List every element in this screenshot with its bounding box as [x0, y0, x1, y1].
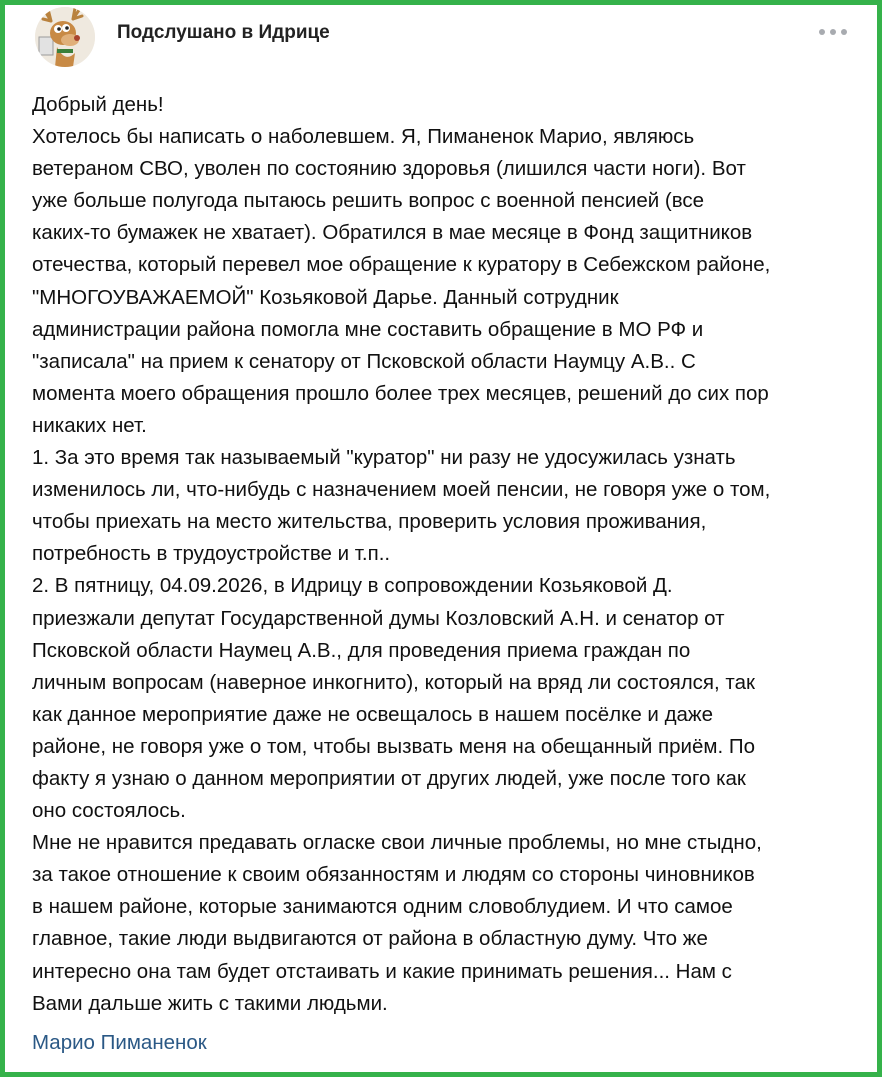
- more-horizontal-icon: [841, 29, 847, 35]
- clipped-content-edge: [32, 1071, 272, 1077]
- post-text-line: администрации района помогла мне составить обращение в МО РФ и: [32, 317, 704, 341]
- post-text-line: как данное мероприятие даже не освещалось в нашем посёлке и даже: [32, 702, 714, 726]
- more-horizontal-icon: [819, 29, 825, 35]
- post-text-line: Вами дальше жить с такими людьми.: [32, 991, 388, 1015]
- post-text-line: потребность в трудоустройстве и т.п..: [32, 542, 391, 566]
- post-text-line: ветераном СВО, уволен по состоянию здоровья (лишился части ноги). Вот: [32, 157, 746, 181]
- more-options-button[interactable]: [819, 25, 847, 39]
- post-text-line: Хотелось бы написать о наболевшем. Я, Пиманенок Марио, являюсь: [32, 125, 695, 149]
- community-name[interactable]: Подслушано в Идрице: [117, 22, 330, 43]
- post-text-line: Псковской области Наумец А.В., для проведения приема граждан по: [32, 638, 691, 662]
- post-header: [35, 5, 857, 67]
- post-text-line: никаких нет.: [32, 413, 147, 437]
- post-text-line: за такое отношение к своим обязанностям и людям со стороны чиновников: [32, 863, 755, 887]
- post-text-line: момента моего обращения прошло более трех месяцев, решений до сих пор: [32, 381, 769, 405]
- more-horizontal-icon: [830, 29, 836, 35]
- post-text-line: районе, не говоря уже о том, чтобы вызвать меня на обещанный приём. По: [32, 734, 755, 758]
- author-link[interactable]: Марио Пиманенок: [32, 1031, 207, 1054]
- post-text-line: в нашем районе, которые занимаются одним словоблудием. И что самое: [32, 895, 733, 919]
- post-text-line: оно состоялось.: [32, 799, 186, 823]
- post-text-line: уже больше полугода пытаюсь решить вопрос с военной пенсией (все: [32, 189, 705, 213]
- post-text-line: приезжали депутат Государственной думы Козловский А.Н. и сенатор от: [32, 606, 725, 630]
- moose-cartoon-avatar-icon: [35, 7, 95, 67]
- post-text-line: личным вопросам (наверное инкогнито), который на вряд ли состоялся, так: [32, 670, 755, 694]
- post-text-line: "записала" на прием к сенатору от Псковской области Наумцу А.В.. С: [32, 349, 696, 373]
- post-text-line: 1. За это время так называемый "куратор" ни разу не удосужилась узнать: [32, 446, 736, 470]
- post-text: [32, 89, 862, 1020]
- post-text-line: Добрый день!: [32, 93, 164, 116]
- post-text-line: Мне не нравится предавать огласке свои личные проблемы, но мне стыдно,: [32, 831, 762, 855]
- post-text-line: интересно она там будет отстаивать и какие принимать решения... Нам с: [32, 959, 732, 983]
- post-text-line: 2. В пятницу, 04.09.2026, в Идрицу в сопровождении Козьяковой Д.: [32, 574, 673, 598]
- post-text-line: чтобы приехать на место жительства, проверить условия проживания,: [32, 510, 707, 534]
- post-text-line: "МНОГОУВАЖАЕМОЙ" Козьяковой Дарье. Данный сотрудник: [32, 285, 619, 309]
- post-text-line: отечества, который перевел мое обращение к куратору в Себежском районе,: [32, 253, 771, 277]
- community-avatar[interactable]: [35, 7, 95, 67]
- post-text-line: каких-то бумажек не хватает). Обратился в мае месяце в Фонд защитников: [32, 221, 753, 245]
- post-text-line: факту я узнаю о данном мероприятии от других людей, уже после того как: [32, 766, 746, 790]
- post-text-line: главное, такие люди выдвигаются от района в областную думу. Что же: [32, 927, 708, 951]
- post-text-line: изменилось ли, что-нибудь с назначением моей пенсии, не говоря уже о том,: [32, 478, 771, 502]
